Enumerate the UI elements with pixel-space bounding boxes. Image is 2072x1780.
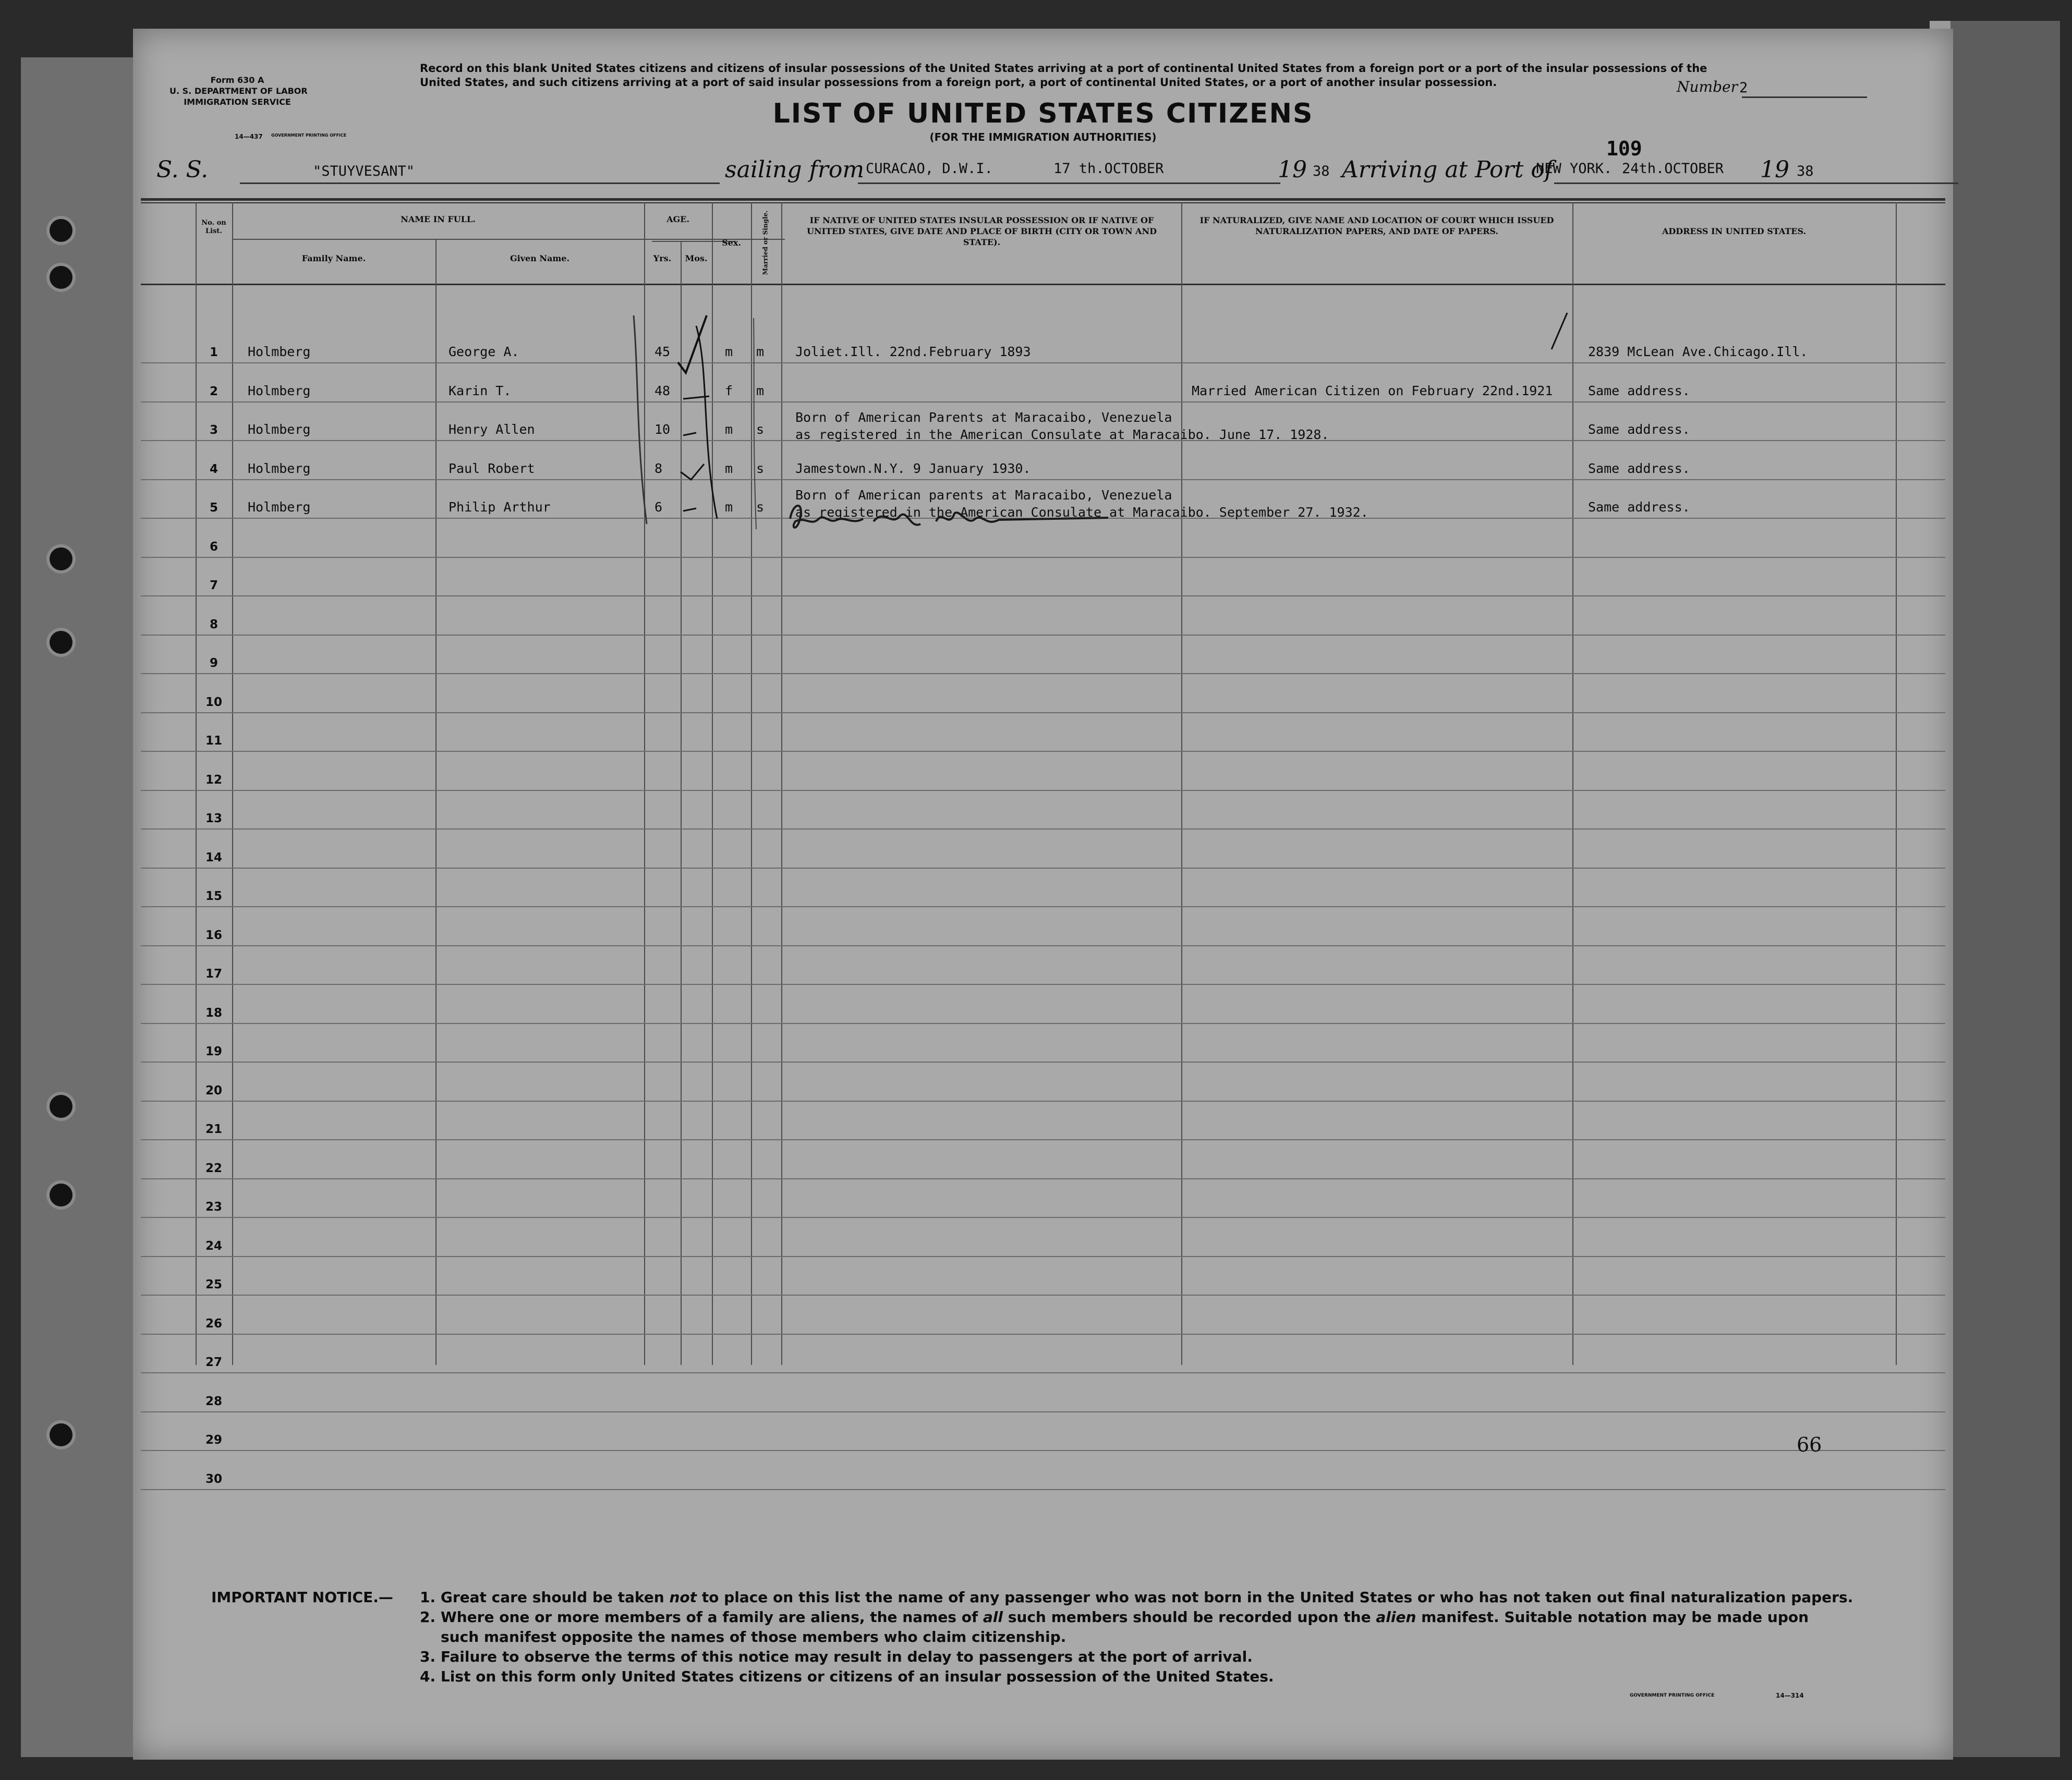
address-cell: Same address. bbox=[1588, 499, 1690, 515]
page-subtitle: (FOR THE IMMIGRATION AUTHORITIES) bbox=[929, 131, 1157, 143]
address-cell: Same address. bbox=[1588, 422, 1690, 437]
arrival-port: NEW YORK. bbox=[1536, 161, 1613, 177]
punch-hole bbox=[50, 1095, 72, 1118]
row-number: 16 bbox=[205, 928, 222, 942]
check-marks bbox=[618, 305, 868, 540]
important-notice-label: IMPORTANT NOTICE.— bbox=[211, 1589, 393, 1606]
row-rule bbox=[141, 906, 1945, 907]
list-number: 2 bbox=[1739, 80, 1748, 96]
page-number: 66 bbox=[1797, 1433, 1822, 1456]
row-number: 5 bbox=[209, 501, 218, 515]
row-rule bbox=[141, 868, 1945, 869]
form-identifier bbox=[169, 75, 308, 107]
row-number: 29 bbox=[205, 1433, 222, 1447]
row-rule bbox=[141, 1295, 1945, 1296]
marital-status-cell: s bbox=[756, 499, 765, 515]
punch-hole bbox=[50, 631, 72, 654]
age-years-cell: 48 bbox=[655, 383, 671, 398]
sex-cell: m bbox=[725, 344, 733, 359]
header-sex: Sex. bbox=[722, 238, 741, 248]
marital-status-cell: m bbox=[756, 383, 765, 398]
department-name: U. S. DEPARTMENT OF LABOR bbox=[169, 86, 308, 96]
row-rule bbox=[141, 828, 1945, 830]
notice-item-4: 4. List on this form only United States citizens or citizens of an insular possession of the United States. bbox=[420, 1668, 1274, 1685]
row-number: 25 bbox=[205, 1278, 222, 1291]
arrival-date: 24th.OCTOBER bbox=[1622, 161, 1724, 177]
intro-text: Record on this blank United States citizens and citizens of insular possessions of the United States arriving at a port of continental United States from a foreign port or a port of the insular possessions of the United States, and such citizens arriving at a port of said insular possessions from a foreign port, a port of continental United States, or a port of another insular possession. bbox=[420, 62, 1707, 89]
header-years: Yrs. bbox=[653, 253, 672, 263]
row-number: 30 bbox=[205, 1472, 222, 1486]
header-age: AGE. bbox=[667, 214, 689, 224]
row-number: 1 bbox=[209, 346, 218, 359]
row-rule bbox=[141, 945, 1945, 946]
pen-mark bbox=[1541, 310, 1572, 352]
manifest-page bbox=[133, 29, 1953, 1760]
sex-cell: m bbox=[725, 422, 733, 437]
row-number: 22 bbox=[205, 1161, 222, 1175]
ss-label: S. S. bbox=[156, 156, 209, 183]
sex-cell: m bbox=[725, 460, 733, 476]
row-number: 2 bbox=[209, 384, 218, 398]
row-number: 8 bbox=[209, 617, 218, 631]
given-name-cell: Henry Allen bbox=[449, 422, 535, 437]
row-number: 7 bbox=[209, 579, 218, 592]
birthplace-line-2: as registered in the American Consulate at Maracaibo. September 27. 1932. bbox=[795, 505, 1368, 520]
row-rule bbox=[141, 1139, 1945, 1140]
row-rule bbox=[141, 1217, 1945, 1218]
punch-hole bbox=[50, 1184, 72, 1206]
birthplace-line-1: Born of American parents at Maracaibo, Venezuela bbox=[795, 487, 1172, 503]
address-cell: 2839 McLean Ave.Chicago.Ill. bbox=[1588, 344, 1808, 359]
binding-strip bbox=[21, 57, 141, 1757]
page-title: LIST OF UNITED STATES CITIZENS bbox=[772, 98, 1314, 129]
birthplace-line-1: Born of American Parents at Maracaibo, Venezuela bbox=[795, 410, 1172, 425]
address-cell: Same address. bbox=[1588, 460, 1690, 476]
header-family-name: Family Name. bbox=[301, 253, 366, 263]
row-rule bbox=[141, 1334, 1945, 1335]
row-number: 4 bbox=[209, 462, 218, 476]
given-name-cell: Karin T. bbox=[449, 383, 512, 398]
age-years-cell: 10 bbox=[655, 422, 671, 437]
departure-year: 38 bbox=[1313, 163, 1330, 179]
row-number: 14 bbox=[205, 850, 222, 864]
row-number: 6 bbox=[209, 540, 218, 554]
arriving-label: Arriving at Port of bbox=[1342, 156, 1554, 183]
header-native-birthplace: IF NATIVE OF UNITED STATES INSULAR POSSESSION OR IF NATIVE OF UNITED STATES, GIVE DATE AND PLACE OF BIRTH (CITY OR TOWN AND STATE). bbox=[807, 215, 1157, 247]
marital-status-cell: s bbox=[756, 460, 765, 476]
row-number: 20 bbox=[205, 1083, 222, 1098]
row-rule bbox=[141, 712, 1945, 713]
row-rule bbox=[141, 401, 1945, 403]
service-name: IMMIGRATION SERVICE bbox=[184, 97, 291, 107]
row-number: 17 bbox=[205, 967, 222, 981]
punch-hole bbox=[50, 1423, 72, 1446]
family-name-cell: Holmberg bbox=[248, 422, 311, 437]
row-rule bbox=[141, 595, 1945, 596]
row-rule bbox=[141, 479, 1945, 480]
header-given-name: Given Name. bbox=[510, 253, 570, 263]
age-years-cell: 6 bbox=[655, 499, 663, 515]
row-number: 15 bbox=[205, 889, 222, 903]
row-rule bbox=[141, 635, 1945, 636]
row-rule bbox=[141, 673, 1945, 674]
sex-cell: m bbox=[725, 499, 733, 515]
row-number: 13 bbox=[205, 812, 222, 825]
row-number: 12 bbox=[205, 773, 222, 787]
row-rule bbox=[141, 1101, 1945, 1102]
marital-status-cell: m bbox=[756, 344, 765, 359]
row-number: 26 bbox=[205, 1316, 222, 1331]
notice-item-2: 2. Where one or more members of a family are aliens, the names of all such members should be recorded upon the alien manifest. Suitable notation may be made upon bbox=[420, 1608, 1809, 1626]
family-name-cell: Holmberg bbox=[248, 499, 311, 515]
row-rule bbox=[141, 1178, 1945, 1179]
given-name-cell: Philip Arthur bbox=[449, 499, 551, 515]
birthplace-line-1: Joliet.Ill. 22nd.February 1893 bbox=[795, 344, 1031, 359]
row-rule bbox=[141, 751, 1945, 752]
ship-name: "STUYVESANT" bbox=[313, 163, 415, 179]
departure-date: 17 th.OCTOBER bbox=[1053, 161, 1164, 177]
row-number: 10 bbox=[205, 695, 222, 709]
row-rule bbox=[141, 1256, 1945, 1257]
family-name-cell: Holmberg bbox=[248, 383, 311, 398]
number-label: Number bbox=[1677, 78, 1738, 95]
age-years-cell: 45 bbox=[655, 344, 671, 359]
naturalization-cell: Married American Citizen on February 22nd.1921 bbox=[1192, 383, 1553, 398]
arrival-year-prefix: 19 bbox=[1760, 156, 1789, 183]
punch-hole bbox=[50, 547, 72, 570]
marital-status-cell: s bbox=[756, 422, 765, 437]
header-address: ADDRESS IN UNITED STATES. bbox=[1662, 226, 1807, 236]
row-number: 19 bbox=[205, 1045, 222, 1058]
age-years-cell: 8 bbox=[655, 460, 663, 476]
header-months: Mos. bbox=[685, 253, 708, 263]
form-number: Form 630 A bbox=[210, 75, 264, 85]
departure-year-prefix: 19 bbox=[1278, 156, 1307, 183]
punch-hole bbox=[50, 266, 72, 289]
row-rule bbox=[141, 1023, 1945, 1024]
page-stamp: 109 bbox=[1606, 137, 1642, 160]
departure-port: CURACAO, D.W.I. bbox=[866, 161, 993, 177]
row-rule bbox=[141, 362, 1945, 363]
header-naturalization: IF NATURALIZED, GIVE NAME AND LOCATION OF COURT WHICH ISSUED NATURALIZATION PAPERS, AND DATE OF PAPERS. bbox=[1199, 215, 1554, 236]
header-married-or-single: Married or Single. bbox=[761, 210, 769, 275]
notice-item-1: 1. Great care should be taken not to place on this list the name of any passenger who was not born in the United States or who has not taken out final naturalization papers. bbox=[420, 1589, 1853, 1606]
family-name-cell: Holmberg bbox=[248, 344, 311, 359]
row-number: 3 bbox=[209, 423, 218, 437]
row-number: 28 bbox=[205, 1394, 222, 1408]
row-rule bbox=[141, 1411, 1945, 1412]
row-rule bbox=[141, 1062, 1945, 1063]
print-code-top: 14—437 bbox=[235, 133, 263, 140]
arrival-year: 38 bbox=[1797, 163, 1814, 179]
print-office-top: GOVERNMENT PRINTING OFFICE bbox=[271, 133, 347, 138]
row-rule bbox=[141, 984, 1945, 985]
row-number: 27 bbox=[205, 1356, 222, 1369]
notice-item-3: 3. Failure to observe the terms of this notice may result in delay to passengers at the port of arrival. bbox=[420, 1648, 1253, 1665]
punch-hole bbox=[50, 219, 72, 242]
print-code-bottom: 14—314 bbox=[1776, 1692, 1804, 1699]
header-no-on-list: No. on List. bbox=[201, 219, 226, 235]
notice-item-2-continued: such manifest opposite the names of those members who claim citizenship. bbox=[441, 1628, 1067, 1645]
sex-cell: f bbox=[725, 383, 733, 398]
print-office-bottom: GOVERNMENT PRINTING OFFICE bbox=[1630, 1693, 1715, 1698]
row-number: 11 bbox=[205, 734, 222, 748]
given-name-cell: Paul Robert bbox=[449, 460, 535, 476]
row-rule bbox=[141, 1489, 1945, 1490]
row-number: 21 bbox=[205, 1123, 222, 1136]
birthplace-line-2: as registered in the American Consulate at Maracaibo. June 17. 1928. bbox=[795, 427, 1329, 442]
row-number: 18 bbox=[205, 1006, 222, 1020]
row-number: 24 bbox=[205, 1239, 222, 1253]
row-number: 9 bbox=[209, 656, 218, 670]
family-name-cell: Holmberg bbox=[248, 460, 311, 476]
header-name-in-full: NAME IN FULL. bbox=[401, 214, 476, 224]
row-number: 23 bbox=[205, 1200, 222, 1214]
row-rule bbox=[141, 790, 1945, 791]
address-cell: Same address. bbox=[1588, 383, 1690, 398]
row-rule bbox=[141, 557, 1945, 558]
birthplace-line-1: Jamestown.N.Y. 9 January 1930. bbox=[795, 460, 1031, 476]
row-rule bbox=[141, 1372, 1945, 1373]
given-name-cell: George A. bbox=[449, 344, 519, 359]
row-rule bbox=[141, 1450, 1945, 1451]
sailing-from-label: sailing from bbox=[725, 156, 865, 183]
